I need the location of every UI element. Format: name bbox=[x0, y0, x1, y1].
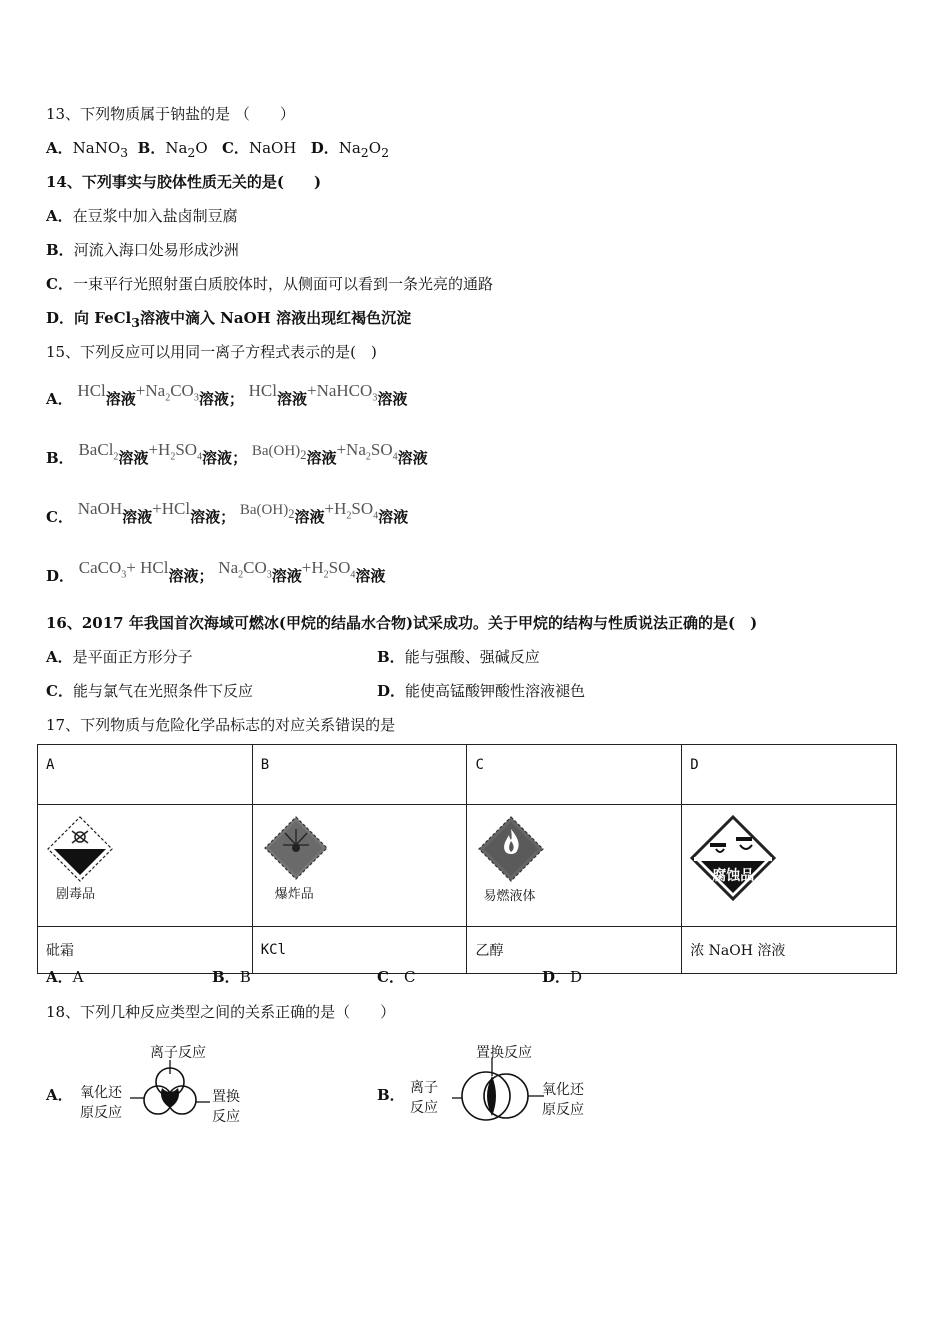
q13-option-b: $Na_2O$ bbox=[165, 139, 208, 160]
q17-option-c[interactable]: C．C bbox=[377, 968, 416, 986]
q15-option-d[interactable]: D． CaCO$_3$+ HCl溶液； $Na_2CO_3$溶液$+H_2SO_4$溶液 bbox=[46, 558, 386, 585]
q16-option-a[interactable]: A．是平面正方形分子 bbox=[46, 648, 193, 666]
substance-c: 乙醇 bbox=[467, 927, 682, 974]
header-c: C bbox=[467, 745, 682, 805]
header-d: D bbox=[682, 745, 897, 805]
explosive-sign-cell bbox=[252, 805, 467, 927]
corrosive-sign-label: 腐蚀品 bbox=[712, 868, 755, 884]
substance-d: 浓 NaOH 溶液 bbox=[682, 927, 897, 974]
header-b: B bbox=[252, 745, 467, 805]
explosive-sign-label: 爆炸品 bbox=[274, 887, 314, 902]
q13-option-b-letter[interactable]: B． bbox=[137, 139, 166, 157]
q18-option-a-letter[interactable]: A． bbox=[46, 1086, 73, 1104]
q14-option-a[interactable]: A．在豆浆中加入盐卤制豆腐 bbox=[46, 207, 238, 225]
q17-option-d[interactable]: D．D bbox=[542, 968, 583, 986]
q18-b-venn-icon bbox=[452, 1058, 544, 1128]
flammable-sign-label: 易燃液体 bbox=[483, 889, 536, 904]
q14-option-c[interactable]: C．一束平行光照射蛋白质胶体时，从侧面可以看到一条光亮的通路 bbox=[46, 275, 493, 293]
q16-stem: 16、2017 年我国首次海域可燃冰(甲烷的结晶水合物)试采成功。关于甲烷的结构与性质说法正确的是( ) bbox=[46, 614, 758, 632]
toxic-sign-cell bbox=[38, 805, 253, 927]
q15-stem: 15、下列反应可以用同一离子方程式表示的是( ) bbox=[46, 343, 377, 361]
q13-option-c: NaOH bbox=[248, 139, 297, 157]
q13-options bbox=[46, 137, 389, 160]
q18-a-label-top: 离子反应 bbox=[150, 1045, 206, 1061]
q15-option-a[interactable]: A． HCl溶液$+Na_2CO_3$溶液； HCl溶液+NaHCO$_3$溶液 bbox=[46, 381, 408, 408]
q14-option-d[interactable]: D．向 FeCl$_3$溶液中滴入 NaOH 溶液出现红褐色沉淀 bbox=[46, 309, 412, 330]
q16-option-d[interactable]: D．能使高锰酸钾酸性溶液褪色 bbox=[377, 682, 586, 700]
q16-option-c[interactable]: C．能与氯气在光照条件下反应 bbox=[46, 682, 253, 700]
q18-stem: 18、下列几种反应类型之间的关系正确的是（ ） bbox=[46, 1003, 396, 1021]
toxic-sign-icon bbox=[46, 815, 114, 883]
q13-option-d: $Na_2O_2$ bbox=[338, 139, 390, 160]
q13-option-a-letter[interactable]: A． bbox=[46, 139, 73, 157]
q13-option-a: NaNO$_3$ bbox=[72, 139, 129, 160]
q18-a-label-left1: 氧化还 bbox=[80, 1085, 122, 1101]
substance-b: KCl bbox=[252, 927, 467, 974]
q18-b-label-right2: 原反应 bbox=[542, 1102, 584, 1118]
q14-option-b[interactable]: B．河流入海口处易形成沙洲 bbox=[46, 241, 239, 259]
q16-option-b[interactable]: B．能与强酸、强碱反应 bbox=[377, 648, 540, 666]
q17-option-a[interactable]: A．A bbox=[46, 968, 84, 986]
q18-a-label-right1: 置换 bbox=[212, 1089, 240, 1105]
corrosive-sign-icon bbox=[690, 815, 776, 901]
q18-a-venn-icon bbox=[130, 1060, 210, 1124]
q18-b-label-left2: 反应 bbox=[410, 1100, 438, 1116]
flammable-sign-cell bbox=[467, 805, 682, 927]
q18-option-b-letter[interactable]: B． bbox=[377, 1086, 405, 1104]
explosive-sign-icon bbox=[263, 815, 329, 881]
q18-b-label-top: 置换反应 bbox=[476, 1045, 532, 1061]
hazard-table bbox=[37, 744, 897, 974]
q17-option-b[interactable]: B．B bbox=[212, 968, 251, 986]
q18-a-label-left2: 原反应 bbox=[80, 1105, 122, 1121]
q13-stem: 13、下列物质属于钠盐的是 （ ） bbox=[46, 105, 295, 123]
flammable-sign-icon bbox=[477, 815, 545, 883]
q15-option-c[interactable]: C． NaOH溶液+HCl溶液； $Ba(OH)_2$溶液$+H_2SO_4$溶液 bbox=[46, 499, 409, 526]
q18-a-label-right2: 反应 bbox=[212, 1109, 240, 1125]
q17-stem: 17、下列物质与危险化学品标志的对应关系错误的是 bbox=[46, 716, 396, 734]
q14-stem: 14、下列事实与胶体性质无关的是( ) bbox=[46, 173, 322, 191]
q18-b-label-left1: 离子 bbox=[410, 1080, 438, 1096]
q13-option-c-letter[interactable]: C． bbox=[221, 139, 249, 157]
header-a: A bbox=[38, 745, 253, 805]
q13-option-d-letter[interactable]: D． bbox=[310, 139, 339, 157]
q15-option-b[interactable]: B． BaCl$_2$溶液$+H_2SO_4$溶液； $Ba(OH)_2$溶液$+Na_2SO_4$溶液 bbox=[46, 440, 428, 467]
substance-a: 砒霜 bbox=[38, 927, 253, 974]
q18-b-label-right1: 氧化还 bbox=[542, 1082, 584, 1098]
toxic-sign-label: 剧毒品 bbox=[56, 887, 96, 902]
corrosive-sign-cell bbox=[682, 805, 897, 927]
